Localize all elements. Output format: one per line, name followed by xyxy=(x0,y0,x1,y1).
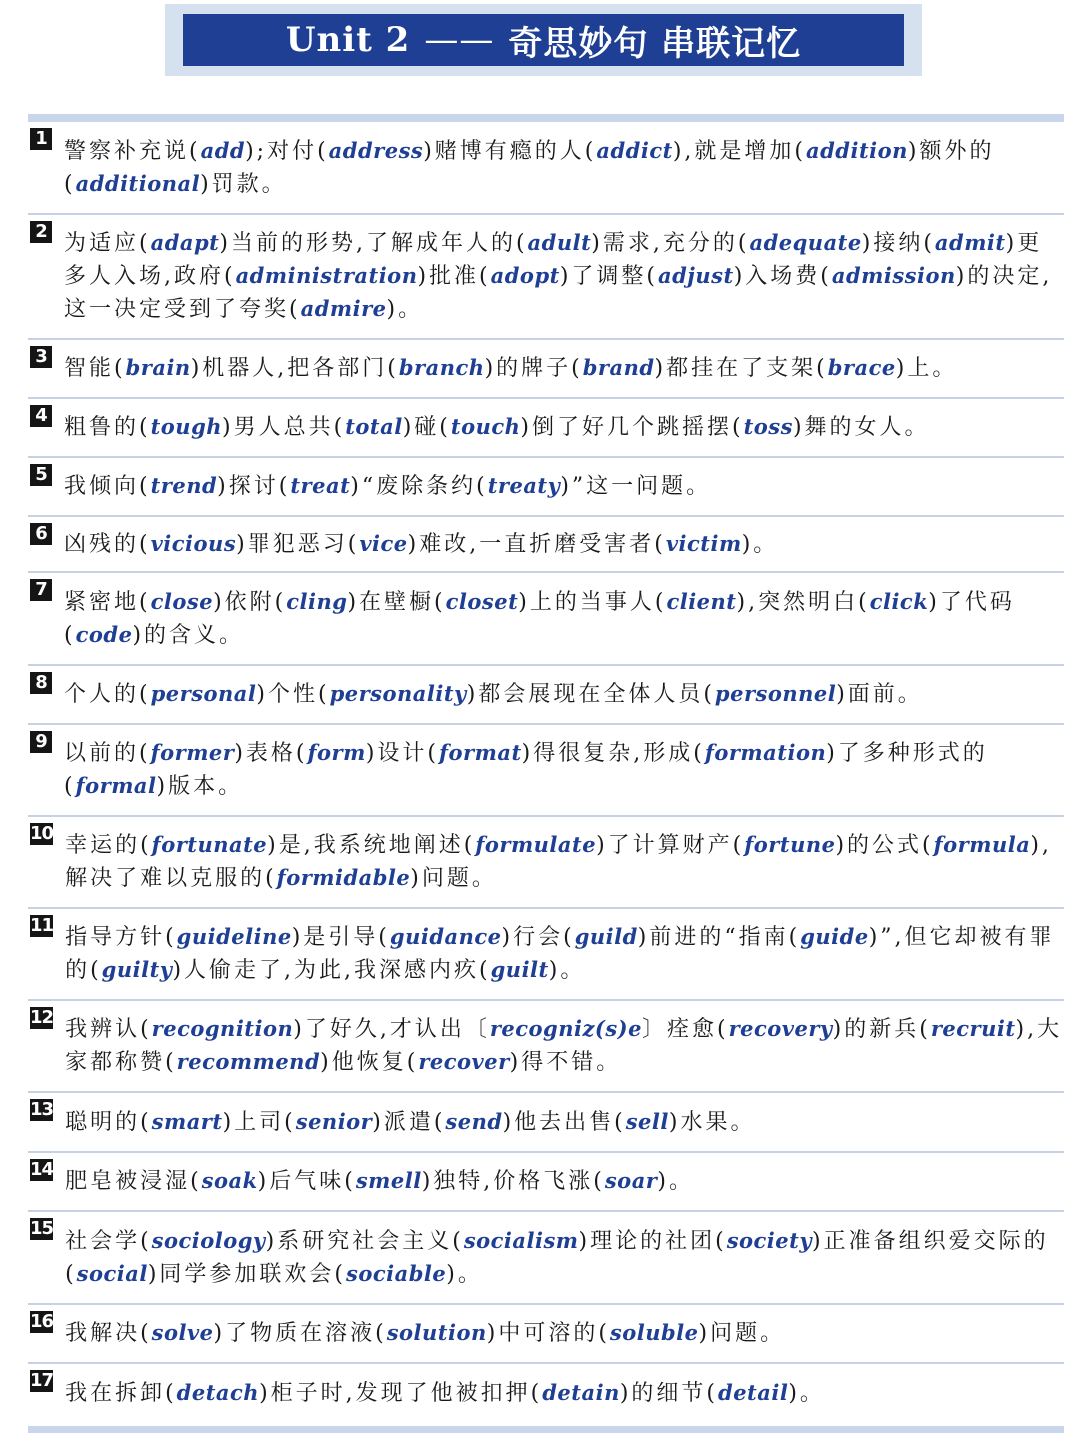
chinese-text: 警察补充说( xyxy=(64,138,201,164)
chinese-text: )水果。 xyxy=(668,1109,756,1135)
english-word: additional xyxy=(75,170,201,196)
english-word: formidable xyxy=(276,865,411,890)
english-word: personality xyxy=(329,681,467,706)
page-title xyxy=(183,14,904,66)
title-unit: Unit 2 xyxy=(285,20,411,60)
english-word: smart xyxy=(151,1108,223,1134)
chinese-text: )问题。 xyxy=(698,1321,786,1346)
english-word: socialism xyxy=(463,1227,579,1253)
item-number-badge: 3 xyxy=(30,346,52,368)
chinese-text: ),就是增加( xyxy=(672,138,807,164)
chinese-text: )是,我系统地阐述( xyxy=(267,833,476,858)
chinese-text: );对付( xyxy=(245,138,329,164)
chinese-text: 我辨认( xyxy=(65,1017,152,1042)
english-word: former xyxy=(150,740,235,765)
english-word: guilty xyxy=(101,957,173,982)
chinese-text: )个性( xyxy=(256,682,330,707)
chinese-text: 〕痊愈( xyxy=(641,1017,729,1042)
chinese-text: )“废除条约( xyxy=(350,474,488,499)
english-word: formation xyxy=(704,740,827,765)
chinese-text: )的决定,这一决定受到了夸奖( xyxy=(64,264,1053,322)
chinese-text: )系研究社会主义( xyxy=(265,1228,464,1254)
sentence-text xyxy=(64,678,1064,711)
sentence-text xyxy=(64,586,1064,652)
sentence-text xyxy=(65,1225,1064,1291)
english-word: branch xyxy=(398,355,485,380)
chinese-text: )上。 xyxy=(895,356,958,381)
english-word: fortune xyxy=(744,832,836,857)
sentence-item-1 xyxy=(28,122,1064,215)
bottom-divider xyxy=(28,1426,1064,1433)
chinese-text: )的新兵( xyxy=(832,1017,931,1042)
sentence-text xyxy=(65,921,1064,987)
english-word: adequate xyxy=(749,230,862,255)
english-word: detain xyxy=(542,1380,620,1405)
item-number-badge: 16 xyxy=(30,1311,54,1332)
chinese-text: 肥皂被浸湿( xyxy=(65,1169,202,1194)
chinese-text: )都会展现在全体人员( xyxy=(466,682,715,707)
english-word: adult xyxy=(527,230,592,255)
english-word: recogniz(s)e xyxy=(489,1016,642,1041)
chinese-text: )独特,价格飞涨( xyxy=(421,1169,605,1194)
chinese-text: 凶残的( xyxy=(64,531,151,557)
english-word: victim xyxy=(665,530,742,556)
sentence-text xyxy=(64,352,1064,385)
chinese-text: )在壁橱( xyxy=(347,589,446,615)
chinese-text: )罚款。 xyxy=(200,171,287,197)
english-word: treat xyxy=(290,473,351,498)
english-word: closet xyxy=(445,588,519,614)
chinese-text: )碰( xyxy=(402,415,451,440)
english-word: senior xyxy=(295,1108,373,1134)
chinese-text: )”,但它却被有罪的( xyxy=(65,925,1055,983)
chinese-text: )他去出售( xyxy=(502,1109,626,1135)
chinese-text: 智能( xyxy=(64,356,126,381)
english-word: adjust xyxy=(658,263,734,288)
chinese-text: )难改,一直折磨受害者( xyxy=(407,531,666,557)
top-divider xyxy=(28,114,1064,122)
chinese-text: )问题。 xyxy=(410,866,497,891)
chinese-text: )他恢复( xyxy=(320,1050,419,1075)
sentence-item-2 xyxy=(28,215,1064,340)
english-word: add xyxy=(200,137,246,163)
chinese-text: )男人总共( xyxy=(222,415,346,440)
chinese-text: )了代码( xyxy=(64,589,1015,648)
chinese-text: )柜子时,发现了他被扣押( xyxy=(259,1381,543,1406)
item-number-badge: 7 xyxy=(30,579,52,601)
chinese-text: )入场费( xyxy=(733,264,832,289)
chinese-text: 我在拆卸( xyxy=(65,1381,177,1406)
chinese-text: )正准备组织爱交际的( xyxy=(65,1228,1049,1287)
chinese-text: )面前。 xyxy=(836,682,923,707)
english-word: toss xyxy=(743,414,793,439)
english-word: guidance xyxy=(389,924,502,949)
english-word: address xyxy=(328,137,424,163)
sentence-text xyxy=(64,737,1064,803)
chinese-text: )需求,充分的( xyxy=(591,231,750,256)
chinese-text: 我倾向( xyxy=(64,474,151,499)
english-word: brace xyxy=(827,355,896,380)
chinese-text: 个人的( xyxy=(64,682,151,707)
chinese-text: )了调整( xyxy=(559,264,658,289)
title-banner xyxy=(165,4,922,76)
chinese-text: )前进的“指南( xyxy=(637,925,801,950)
chinese-text: )。 xyxy=(386,297,424,322)
english-word: total xyxy=(345,414,403,439)
chinese-text: )赌博有瘾的人( xyxy=(423,138,597,164)
sentence-item-10 xyxy=(28,817,1064,909)
chinese-text: )罪犯恶习( xyxy=(236,531,360,557)
chinese-text: 紧密地( xyxy=(64,589,151,615)
english-word: brain xyxy=(125,355,191,380)
english-word: smell xyxy=(355,1168,422,1193)
item-number-badge: 9 xyxy=(30,731,52,753)
chinese-text: )倒了好几个跳摇摆( xyxy=(520,415,744,440)
sentence-item-11 xyxy=(28,909,1064,1001)
english-word: client xyxy=(666,588,737,614)
chinese-text: )机器人,把各部门( xyxy=(190,356,399,381)
chinese-text: 幸运的( xyxy=(65,833,152,858)
item-number-badge: 1 xyxy=(30,128,52,150)
chinese-text: )了好久,才认出〔 xyxy=(293,1017,490,1042)
english-word: detach xyxy=(176,1380,260,1405)
sentence-item-4 xyxy=(28,399,1064,458)
chinese-text: )设计( xyxy=(365,741,440,766)
english-word: admit xyxy=(934,230,1006,255)
sentence-text xyxy=(65,829,1064,895)
english-word: cling xyxy=(286,588,348,614)
english-word: adapt xyxy=(150,230,220,255)
item-number-badge: 15 xyxy=(30,1218,54,1239)
title-dash: —— xyxy=(424,20,495,60)
english-word: trend xyxy=(150,473,218,498)
item-number-badge: 14 xyxy=(30,1159,54,1180)
item-number-badge: 10 xyxy=(30,823,54,844)
english-word: guilt xyxy=(490,957,549,982)
english-word: recover xyxy=(418,1049,510,1074)
chinese-text: )的公式( xyxy=(835,833,934,858)
chinese-text: )接纳( xyxy=(861,231,935,256)
chinese-text: )。 xyxy=(788,1381,825,1406)
sentence-item-8 xyxy=(28,666,1064,725)
chinese-text: )更多人入场,政府( xyxy=(64,231,1043,289)
chinese-text: )的细节( xyxy=(619,1381,719,1406)
chinese-text: )派遣( xyxy=(372,1109,446,1135)
english-word: personal xyxy=(150,681,257,706)
item-number-badge: 17 xyxy=(30,1370,54,1391)
item-number-badge: 11 xyxy=(30,915,54,936)
chinese-text: )舞的女人。 xyxy=(792,415,930,440)
chinese-text: )。 xyxy=(657,1169,694,1194)
sentence-item-15 xyxy=(28,1212,1064,1305)
english-word: admire xyxy=(300,296,387,321)
chinese-text: 社会学( xyxy=(65,1228,152,1254)
english-word: recognition xyxy=(151,1016,294,1041)
sentence-item-9 xyxy=(28,725,1064,817)
sentence-item-13 xyxy=(28,1093,1064,1153)
english-word: form xyxy=(307,740,366,765)
english-word: recommend xyxy=(176,1049,321,1074)
english-word: personnel xyxy=(714,681,837,706)
english-word: formula xyxy=(933,832,1031,857)
item-number-badge: 13 xyxy=(30,1099,54,1120)
title-text: 奇思妙句 串联记忆 xyxy=(508,23,802,64)
english-word: administration xyxy=(235,263,418,288)
chinese-text: )是引导( xyxy=(291,925,390,950)
sentence-text xyxy=(65,1377,1064,1410)
english-word: guild xyxy=(574,924,638,949)
english-word: brand xyxy=(582,355,655,380)
chinese-text: 为适应( xyxy=(64,231,151,256)
english-word: code xyxy=(75,621,133,647)
chinese-text: )的含义。 xyxy=(132,622,245,648)
item-number-badge: 12 xyxy=(30,1007,54,1028)
chinese-text: )版本。 xyxy=(156,774,244,799)
sentence-item-17 xyxy=(28,1364,1064,1423)
chinese-text: )得很复杂,形成( xyxy=(521,741,705,766)
sentence-text xyxy=(64,528,1064,561)
english-word: sell xyxy=(625,1108,669,1134)
sentence-item-3 xyxy=(28,340,1064,399)
chinese-text: )了计算财产( xyxy=(596,833,745,858)
sentence-item-14 xyxy=(28,1153,1064,1212)
english-word: touch xyxy=(450,414,521,439)
english-word: sociology xyxy=(151,1227,266,1253)
chinese-text: )。 xyxy=(548,958,586,983)
english-word: addition xyxy=(806,137,908,163)
english-word: soak xyxy=(201,1168,258,1193)
english-word: society xyxy=(726,1227,813,1253)
sentence-list xyxy=(28,122,1064,1423)
sentence-item-7 xyxy=(28,573,1064,666)
chinese-text: )了物质在溶液( xyxy=(213,1321,387,1346)
english-word: adopt xyxy=(490,263,560,288)
english-word: send xyxy=(445,1108,503,1134)
english-word: vice xyxy=(359,530,408,556)
english-word: admission xyxy=(831,263,956,288)
item-number-badge: 5 xyxy=(30,464,52,486)
english-word: vicious xyxy=(150,530,237,556)
chinese-text: )中可溶的( xyxy=(486,1321,610,1346)
english-word: fortunate xyxy=(151,832,268,857)
english-word: guideline xyxy=(176,924,292,949)
chinese-text: )了多种形式的( xyxy=(64,741,988,799)
chinese-text: )。 xyxy=(741,531,779,557)
chinese-text: )探讨( xyxy=(217,474,291,499)
english-word: tough xyxy=(150,414,223,439)
chinese-text: )行会( xyxy=(501,925,575,950)
chinese-text: )的牌子( xyxy=(484,356,583,381)
sentence-item-6 xyxy=(28,517,1064,573)
chinese-text: )人偷走了,为此,我深感内疚( xyxy=(172,958,491,983)
sentence-text xyxy=(65,1317,1064,1350)
item-number-badge: 4 xyxy=(30,405,52,427)
sentence-text xyxy=(64,227,1064,326)
chinese-text: ),大家都称赞( xyxy=(65,1017,1063,1075)
sentence-item-16 xyxy=(28,1305,1064,1364)
item-number-badge: 8 xyxy=(30,672,52,694)
chinese-text: 我解决( xyxy=(65,1321,152,1346)
chinese-text: )表格( xyxy=(234,741,308,766)
chinese-text: )上的当事人( xyxy=(518,589,667,615)
english-word: treaty xyxy=(487,473,561,498)
english-word: social xyxy=(76,1260,148,1286)
chinese-text: 粗鲁的( xyxy=(64,415,151,440)
chinese-text: ),突然明白( xyxy=(736,589,870,615)
chinese-text: )理论的社团( xyxy=(578,1228,727,1254)
english-word: click xyxy=(869,588,929,614)
chinese-text: )”这一问题。 xyxy=(560,474,712,499)
sentence-text xyxy=(64,470,1064,503)
sentence-item-5 xyxy=(28,458,1064,517)
chinese-text: )都挂在了支架( xyxy=(654,356,828,381)
item-number-badge: 6 xyxy=(30,523,52,545)
english-word: format xyxy=(439,740,522,765)
english-word: sociable xyxy=(346,1260,447,1286)
english-word: addict xyxy=(596,137,673,163)
english-word: soar xyxy=(604,1168,658,1193)
sentence-text xyxy=(65,1106,1064,1139)
english-word: formal xyxy=(75,773,157,798)
english-word: detail xyxy=(718,1380,789,1405)
english-word: close xyxy=(150,588,214,614)
english-word: solve xyxy=(151,1320,214,1345)
english-word: soluble xyxy=(609,1320,699,1345)
chinese-text: ),解决了难以克服的( xyxy=(65,833,1052,891)
sentence-text xyxy=(64,135,1064,201)
chinese-text: )依附( xyxy=(213,589,287,615)
english-word: solution xyxy=(386,1320,487,1345)
sentence-text xyxy=(65,1165,1064,1198)
chinese-text: )批准( xyxy=(417,264,491,289)
english-word: recovery xyxy=(728,1016,833,1041)
chinese-text: )同学参加联欢会( xyxy=(147,1261,347,1287)
chinese-text: )额外的( xyxy=(64,138,995,197)
chinese-text: )后气味( xyxy=(257,1169,356,1194)
chinese-text: 以前的( xyxy=(64,741,151,766)
sentence-text xyxy=(64,411,1064,444)
sentence-text xyxy=(65,1013,1064,1079)
item-number-badge: 2 xyxy=(30,221,52,243)
chinese-text: 指导方针( xyxy=(65,925,177,950)
chinese-text: )。 xyxy=(446,1261,483,1287)
english-word: formulate xyxy=(475,832,597,857)
sentence-item-12 xyxy=(28,1001,1064,1093)
english-word: recruit xyxy=(930,1016,1016,1041)
chinese-text: )上司( xyxy=(222,1109,296,1135)
english-word: guide xyxy=(800,924,869,949)
chinese-text: )当前的形势,了解成年人的( xyxy=(219,231,528,256)
chinese-text: 聪明的( xyxy=(65,1109,152,1135)
chinese-text: )得不错。 xyxy=(509,1050,622,1075)
